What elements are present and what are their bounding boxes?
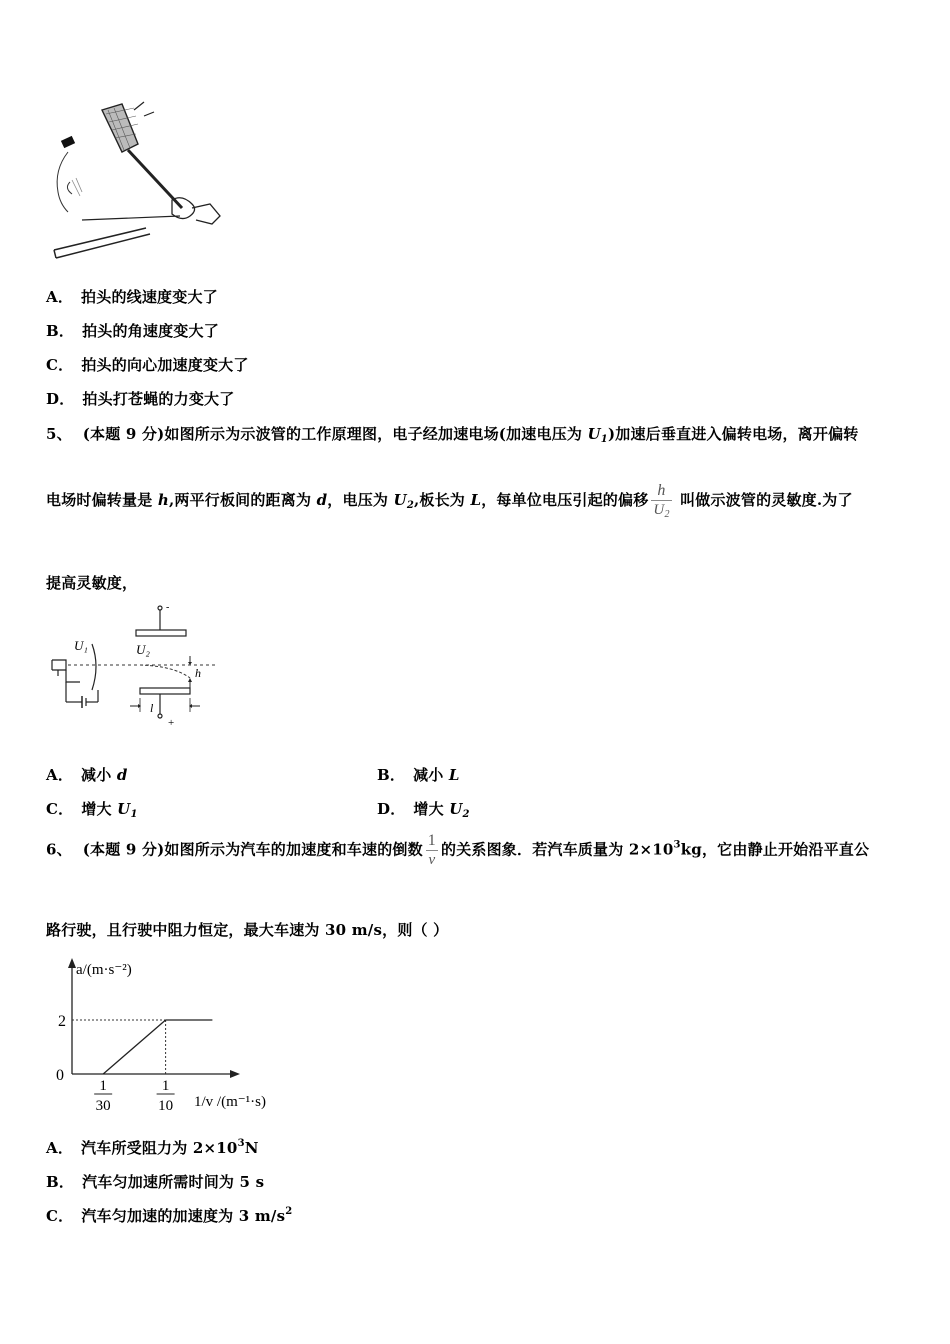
- fly-swatter-figure: [50, 100, 230, 265]
- swing-arc: [57, 152, 68, 212]
- acceleration-chart: [46, 954, 286, 1120]
- series-segment: [103, 1020, 165, 1074]
- q6-line-2: 路行驶，且行驶中阻力恒定，最大车速为 30 m/s，则（ ）: [46, 921, 449, 939]
- table: [54, 228, 150, 258]
- u1-label: U₁: [74, 638, 88, 653]
- x-tick-label-denominator: 10: [158, 1098, 174, 1114]
- anode: [92, 644, 96, 690]
- cathode: [52, 660, 66, 670]
- x-tick-label-denominator: 30: [95, 1098, 111, 1114]
- motion-mark: [134, 102, 144, 110]
- hand: [172, 198, 220, 224]
- q4-option-a: A． 拍头的线速度变大了: [46, 288, 218, 306]
- top-terminal: [158, 606, 162, 610]
- sensitivity-fraction: $\frac{h}{U_2}$: [653, 482, 670, 520]
- q5-line-3: 提高灵敏度，: [46, 574, 138, 592]
- upper-plate: [136, 630, 186, 636]
- table-edge: [82, 216, 180, 220]
- bottom-terminal-sign: +: [168, 717, 175, 728]
- x-axis-arrow: [230, 1070, 240, 1078]
- l-label: l: [150, 701, 154, 715]
- q5-line-1: 5、 (本题 9 分)如图所示为示波管的工作原理图，电子经加速电场(加速电压为 $U_1$)加速后垂直进入偏转电场，离开偏转: [46, 425, 859, 445]
- lower-plate: [140, 688, 190, 694]
- q4-option-b: B． 拍头的角速度变大了: [46, 322, 219, 340]
- q5-option-a: A． 减小 d: [46, 766, 128, 784]
- q6-option-b: B． 汽车匀加速所需时间为 5 s: [46, 1173, 265, 1191]
- q6-line-1: 6、 (本题 9 分)如图所示为汽车的加速度和车速的倒数 $\frac{1}{v}$ 的关系图象．若汽车质量为 $2\times 10^3kg$，它由静止开始沿平直公: [46, 832, 870, 868]
- x-tick-label-numerator: 1: [99, 1078, 107, 1094]
- u2-label: U₂: [136, 642, 150, 657]
- x-axis-label: 1/v /(m⁻¹·s): [194, 1094, 266, 1110]
- oscilloscope-figure: [44, 604, 224, 728]
- top-terminal-sign: -: [166, 604, 170, 613]
- h-label: h: [195, 666, 201, 680]
- q6-option-a: A． 汽车所受阻力为 $2\times 10^3N$: [46, 1138, 259, 1157]
- q4-option-c: C． 拍头的向心加速度变大了: [46, 356, 249, 374]
- q4-option-d: D． 拍头打苍蝇的力变大了: [46, 390, 235, 408]
- q5-option-c: C． 增大 $U_1$: [46, 800, 138, 820]
- x-tick-label-numerator: 1: [161, 1078, 170, 1094]
- origin-label: 0: [56, 1067, 64, 1084]
- q6-option-c: C． 汽车匀加速的加速度为 3 $m/s^2$: [46, 1206, 293, 1225]
- inverse-speed-fraction: $\frac{1}{v}$: [427, 832, 436, 868]
- y-tick-label: 2: [58, 1013, 66, 1030]
- q5-option-d: D． 增大 $U_2$: [377, 800, 470, 820]
- q5-option-b: B． 减小 L: [377, 766, 460, 784]
- deflected-beam: [140, 665, 190, 678]
- y-axis-arrow: [68, 958, 76, 968]
- bottom-terminal: [158, 714, 162, 718]
- fly: [61, 136, 75, 148]
- y-axis-label: a/(m·s⁻²): [76, 962, 132, 978]
- q5-line-2: 电场时偏转量是 h,两平行板间的距离为 d，电压为 $U_2$,板长为 L，每单位电压引起的偏移 $\frac{h}{U_2}$ 叫做示波管的灵敏度.为了: [46, 482, 853, 520]
